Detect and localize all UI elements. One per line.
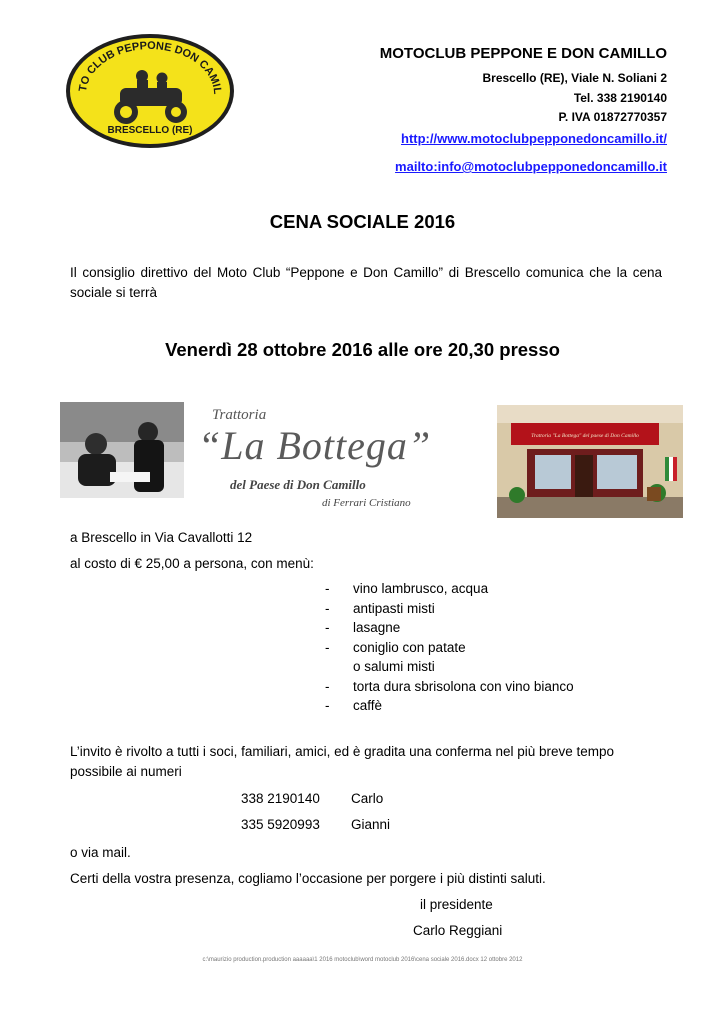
list-item: - antipasti misti xyxy=(325,601,574,621)
list-item: - caffè xyxy=(325,698,574,718)
signature-name: Carlo Reggiani xyxy=(413,923,503,938)
document-title: CENA SOCIALE 2016 xyxy=(269,211,456,232)
menu-list xyxy=(325,581,574,718)
menu-item: vino lambrusco, acqua xyxy=(353,581,489,596)
event-date: Venerdì 28 ottobre 2016 alle ore 20,30 presso xyxy=(165,339,560,360)
film-still-photo xyxy=(60,402,184,498)
list-item: - lasagne xyxy=(325,620,574,640)
email-link[interactable]: mailto:info@motoclubpepponedoncamillo.it xyxy=(395,159,667,174)
closing-line: Certi della vostra presenza, cogliamo l’occasione per porgere i più distinti saluti. xyxy=(70,871,546,886)
trattoria-logo xyxy=(186,402,456,518)
menu-item: lasagne xyxy=(353,620,401,635)
menu-item: antipasti misti xyxy=(353,600,435,616)
club-vat: P. IVA 01872770357 xyxy=(558,110,667,124)
logo-text-bottom: BRESCELLO (RE) xyxy=(107,125,193,136)
or-mail-line: o via mail. xyxy=(70,845,131,860)
intro-paragraph: Il consiglio direttivo del Moto Club “Peppone e Don Camillo” di Brescello comunica che la cena sociale si terrà xyxy=(70,265,662,300)
trattoria-owner: di Ferrari Cristiano xyxy=(322,497,411,509)
trattoria-label: Trattoria xyxy=(212,407,267,423)
club-address: Brescello (RE), Viale N. Soliani 2 xyxy=(482,71,667,85)
contact-name: Gianni xyxy=(351,817,391,832)
contact-name: Carlo xyxy=(351,791,384,806)
cost-line: al costo di € 25,00 a persona, con menù: xyxy=(70,556,314,571)
contact-number: 335 5920993 xyxy=(241,817,320,832)
footer-file-path: c:\maurizio production.production aaaaaa\1 2016 motoclub\word motoclub 2016\cena sociale 2016.docx 12 ottobre 2012 xyxy=(202,957,523,963)
logo-text-top: TO CLUB PEPPONE DON CAMIL xyxy=(77,39,224,95)
list-item xyxy=(325,659,574,679)
trattoria-subtitle: del Paese di Don Camillo xyxy=(230,477,366,492)
contact-number: 338 2190140 xyxy=(241,791,320,806)
storefront-photo xyxy=(497,405,683,518)
list-item: - coniglio con patate xyxy=(325,640,574,660)
list-item: - vino lambrusco, acqua xyxy=(325,581,574,601)
list-item: - torta dura sbrisolona con vino bianco xyxy=(325,679,574,699)
club-name: MOTOCLUB PEPPONE E DON CAMILLO xyxy=(379,45,667,62)
store-sign-text: Trattoria "La Bottega" del paese di Don Camillo xyxy=(531,433,639,439)
menu-item: o salumi misti xyxy=(353,659,435,674)
trattoria-name: “La Bottega” xyxy=(198,423,432,468)
menu-item: caffè xyxy=(353,698,383,713)
website-link[interactable]: http://www.motoclubpepponedoncamillo.it/ xyxy=(401,131,667,146)
menu-item: coniglio con patate xyxy=(353,639,466,655)
club-phone: Tel. 338 2190140 xyxy=(573,91,667,105)
club-logo xyxy=(64,32,236,150)
location-line: a Brescello in Via Cavallotti 12 xyxy=(70,530,253,545)
menu-item: torta dura sbrisolona con vino bianco xyxy=(353,678,574,694)
invite-paragraph: L’invito è rivolto a tutti i soci, familiari, amici, ed è gradita una conferma nel più breve tempo possibile ai numeri xyxy=(70,744,615,779)
signature-role: il presidente xyxy=(420,897,493,912)
